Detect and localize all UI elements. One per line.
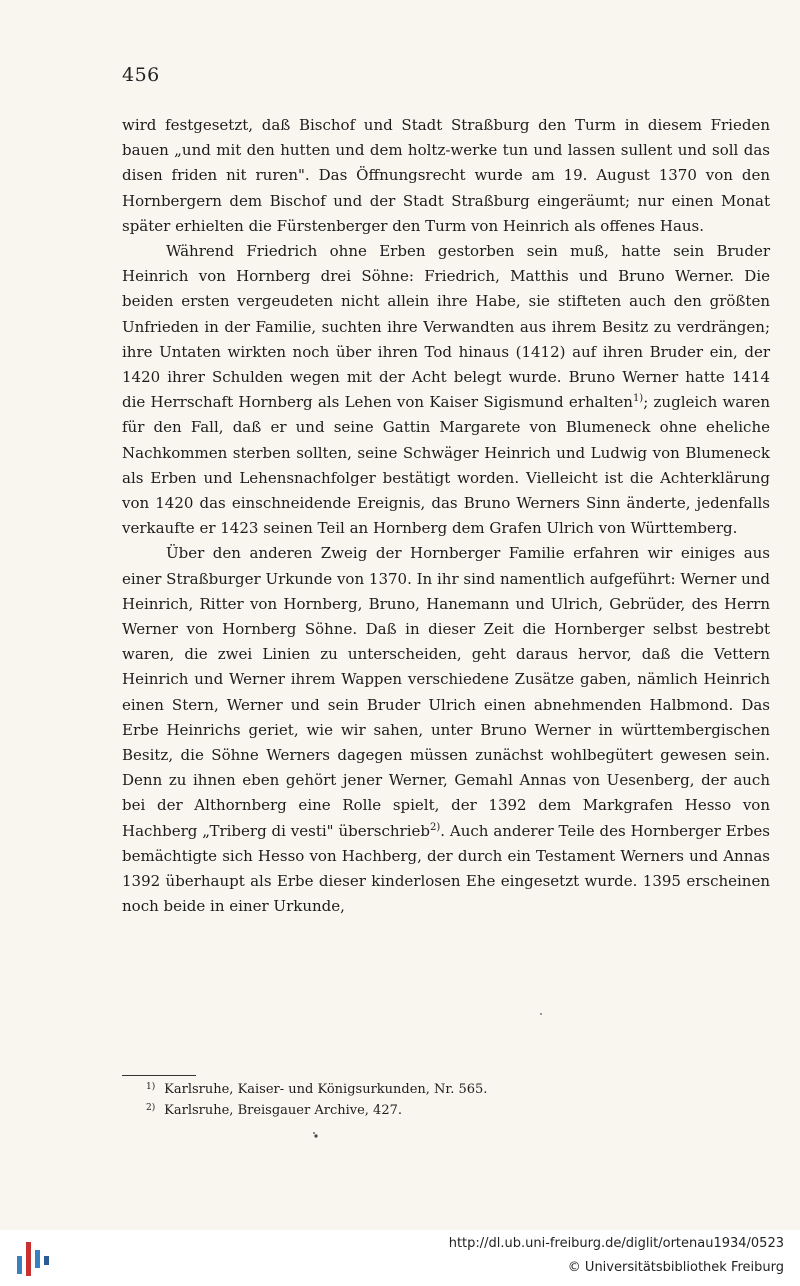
paragraph-3-text-end: . Auch anderer Teile des Hornberger Erbes bemächtigte sich Hesso von Hachberg, der durch ein Testament Werners und Annas 1392 überhaupt als Erbe dieser kinderlosen Ehe eingesetzt wurde. 1395 erscheinen noch beide in einer Urkunde, [122,821,771,916]
copyright-text: © Universitätsbibliothek Freiburg [567,1260,784,1275]
footnote-1: 1) Karlsruhe, Kaiser- und Königsurkunden, Nr. 565. [146,1082,488,1097]
source-url-link[interactable]: http://dl.ub.uni-freiburg.de/diglit/ortenau1934/0523 [448,1236,784,1251]
footnote-ref-2[interactable]: 2) [429,821,441,833]
paragraph-2-text-start: Während Friedrich ohne Erben gestorben sein muß, hatte sein Bruder Heinrich von Hornberg drei Söhne: Friedrich, Matthis und Bruno Werner. Die beiden ersten vergeudeten nicht allein ihre Habe, sie stifteten auch den größten Unfrieden in der Familie, suchten ihre Verwandten aus ihrem Besitz zu verdrängen; ihre Untaten wirkten noch über ihren Tod hinaus (1412) auf ihren Bruder ein, der 1420 ihrer Schulden wegen mit der Acht belegt wurde. Bruno Werner hatte 1414 die Herrschaft Hornberg als Lehen von Kaiser Sigismund erhalten [122,242,770,412]
logo-bar-2 [26,1242,31,1276]
paragraph-1-text: wird festgesetzt, daß Bischof und Stadt Straßburg den Turm in diesem Frieden bauen „und mit den hutten und dem holtz-werke tun und lassen sullent und soll das disen friden nit ruren". Das Öffnungsrecht wurde am 19. August 1370 von den Hornbergern dem Bischof und der Stadt Straßburg eingeräumt; nur einen Monat später erhielten die Fürstenberger den Turm von Heinrich als offenes Haus. [122,116,770,235]
page-number: 456 [122,64,160,86]
paragraph-2 [122,239,770,541]
paragraph-2-text-end: ; zugleich waren für den Fall, daß er und seine Gattin Margarete von Blumeneck ohne eheliche Nachkommen sterben sollten, seine Schwäger Heinrich und Ludwig von Blumeneck als Erben und Lehensnachfolger bestätigt worden. Vielleicht ist die Achterklärung von 1420 das einschneidende Ereignis, das Bruno Werners Sinn änderte, jedenfalls verkaufte er 1423 seinen Teil an Hornberg dem Grafen Ulrich von Württemberg. [122,393,771,538]
logo-bar-4 [44,1256,49,1265]
body-text [122,113,770,920]
footnote-divider [122,1075,196,1076]
show-through-bleed [560,1074,790,1124]
footnote-2-text: Karlsruhe, Breisgauer Archive, 427. [164,1103,402,1118]
footnote-2: 2) Karlsruhe, Breisgauer Archive, 427. [146,1103,402,1118]
footnote-ref-1[interactable]: 1) [632,393,644,405]
paragraph-1 [122,113,770,239]
ub-freiburg-logo-icon[interactable] [14,1238,54,1278]
paragraph-3-text-start: Über den anderen Zweig der Hornberger Familie erfahren wir einiges aus einer Straßburger Urkunde von 1370. In ihr sind namentlich aufgeführt: Werner und Heinrich, Ritter von Hornberg, Bruno, Hanemann und Ulrich, Gebrüder, des Herrn Werner von Hornberg Söhne. Daß in dieser Zeit die Hornberger selbst bestrebt waren, die zwei Linien zu unterscheiden, geht daraus hervor, daß die Vettern Heinrich und Werner ihrem Wappen verschiedene Zusätze gaben, nämlich Heinrich einen Stern, Werner und sein Bruder Ulrich einen abnehmenden Halbmond. Das Erbe Heinrichs geriet, wie wir sahen, unter Bruno Werner in württembergischen Besitz, die Söhne Werners dagegen müssen zunächst wohlbegütert gewesen sein. Denn zu ihnen eben gehört jener Werner, Gemahl Annas von Uesenberg, der auch bei der Althornberg eine Rolle spielt, der 1392 dem Markgrafen Hesso von Hachberg „Triberg di vesti" überschrieb [122,544,770,840]
paragraph-3 [122,541,770,919]
footer-bar [0,1230,800,1286]
footnote-1-text: Karlsruhe, Kaiser- und Königsurkunden, Nr. 565. [164,1082,488,1097]
logo-bar-3 [35,1250,40,1268]
logo-bar-1 [17,1256,22,1274]
